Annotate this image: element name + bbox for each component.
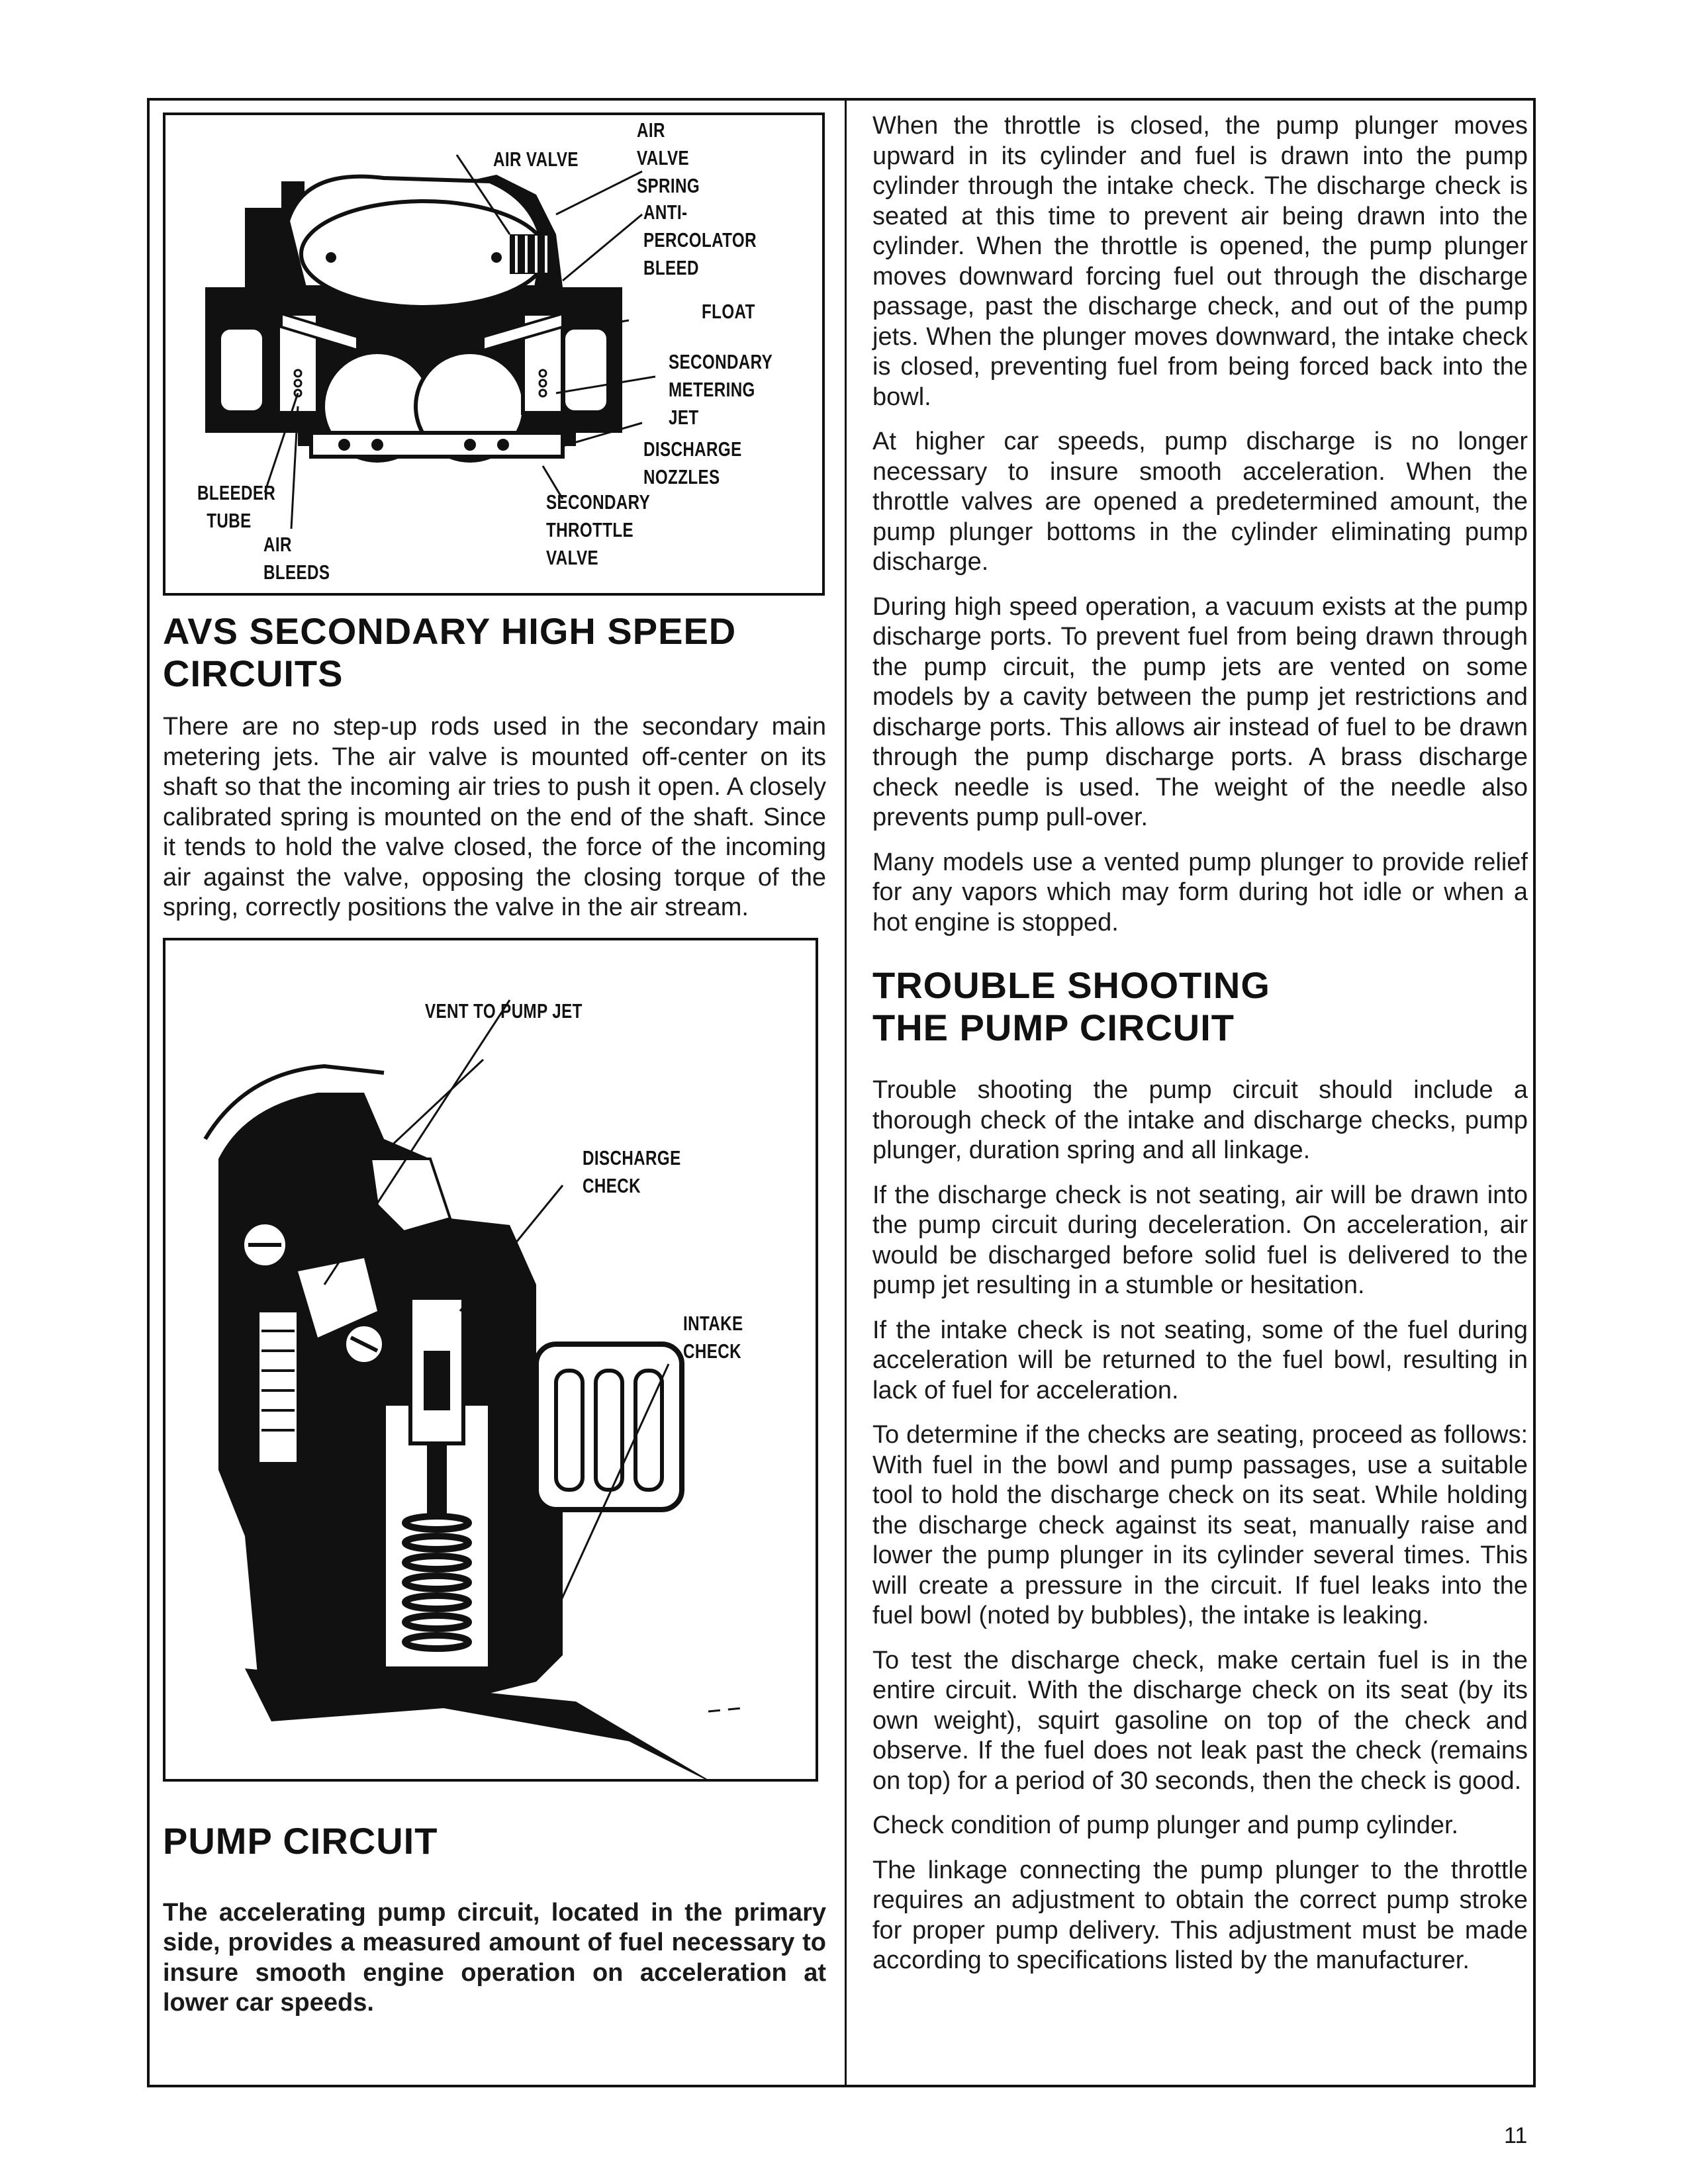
column-divider (845, 98, 847, 2087)
label-bleeder-tube: BLEEDER TUBE (197, 481, 276, 532)
label-vent-to-pump-jet: VENT TO PUMP JET (425, 999, 583, 1023)
label-secondary-metering-jet: SECONDARY METERING JET (669, 350, 773, 429)
heading-avs-secondary-high-speed-circuits: AVS SECONDARY HIGH SPEED CIRCUITS (163, 610, 737, 694)
right-column (872, 111, 1528, 1991)
paragraph-intake-not-seating: If the intake check is not seating, some of the fuel during acceleration will be returned to the fuel bowl, resulting in lack of fuel for acceleration. (872, 1316, 1528, 1404)
label-air-valve: AIR VALVE (493, 148, 579, 171)
paragraph-throttle-closed: When the throttle is closed, the pump plunger moves upward in its cylinder and fuel is drawn into the pump cylinder through the intake check. The discharge check is seated at this time to prevent air being drawn into the cylinder. When the throttle is opened, the pump plunger moves downward forcing fuel out through the discharge passage, past the discharge check, and out of the pump jets. When the plunger moves downward, the intake check is closed, preventing fuel from being forced back into the bowl. (872, 112, 1528, 411)
heading-trouble-shooting: TROUBLE SHOOTING THE PUMP CIRCUIT (872, 964, 1270, 1048)
paragraph-vented-plunger: Many models use a vented pump plunger to provide relief for any vapors which may form during hot idle or when a hot engine is stopped. (872, 848, 1528, 936)
paragraph-avs-secondary: There are no step-up rods used in the secondary main metering jets. The air valve is mounted off-center on its shaft so that the incoming air tries to push it open. A closely calibrated spring is mounted on the end of the shaft. Since it tends to hold the valve closed, the force of the incoming air against the valve, opposing the closing torque of the spring, correctly positions the valve in the air stream. (163, 713, 826, 921)
label-secondary-throttle-valve: SECONDARY THROTTLE VALVE (546, 490, 651, 569)
figure-avs-secondary-cutaway (163, 113, 825, 596)
paragraph-discharge-not-seating: If the discharge check is not seating, air will be drawn into the pump circuit during deceleration. On acceleration, air would be discharged before solid fuel is delivered to the pump jet resulting in a stumble or hesitation. (872, 1181, 1528, 1299)
label-discharge-nozzles: DISCHARGE NOZZLES (643, 437, 742, 488)
label-discharge-check: DISCHARGE CHECK (583, 1146, 681, 1197)
label-float: FLOAT (702, 300, 755, 323)
paragraph-test-discharge-check: To test the discharge check, make certain fuel is in the entire circuit. With the discharge check on its seat (by its own weight), squirt gasoline on top of the check and observe. If the fuel does not leak past the check (remains on top) for a period of 30 seconds, then the check is good. (872, 1646, 1528, 1795)
figure-pump-circuit-cutaway (163, 938, 818, 1782)
paragraph-linkage: The linkage connecting the pump plunger to the throttle requires an adjustment to obtain the correct pump stroke for proper pump delivery. This adjustment must be made according to specifications listed by the manufacturer. (872, 1856, 1528, 1974)
label-air-valve-spring: AIR VALVE SPRING (637, 118, 700, 197)
paragraph-check-condition: Check condition of pump plunger and pump cylinder. (872, 1811, 1459, 1839)
paragraph-high-speed-vacuum: During high speed operation, a vacuum exists at the pump discharge ports. To prevent fuel from being drawn through the pump circuit, the pump jets are vented on some models by a cavity between the pump jet restrictions and discharge ports. This allows air instead of fuel to be drawn through the pump discharge ports. A brass discharge check needle is used. The weight of the needle also prevents pump pull-over. (872, 592, 1528, 831)
heading-pump-circuit: PUMP CIRCUIT (163, 1819, 438, 1862)
paragraph-higher-speeds: At higher car speeds, pump discharge is no longer necessary to insure smooth acceleration. When the throttle valves are opened a predetermined amount, the pump plunger bottoms in the cylinder eliminating pump discharge. (872, 428, 1528, 576)
paragraph-determine-checks: To determine if the checks are seating, proceed as follows: With fuel in the bowl and pump passages, use a suitable tool to hold the discharge check on its seat. While holding the discharge check against its seat, manually raise and lower the pump plunger in its cylinder several times. This will create a pressure in the circuit. If fuel leaks into the fuel bowl (noted by bubbles), the intake is leaking. (872, 1421, 1528, 1629)
label-intake-check: INTAKE CHECK (683, 1311, 743, 1363)
paragraph-trouble-shooting-intro: Trouble shooting the pump circuit should include a thorough check of the intake and discharge checks, pump plunger, duration spring and all linkage. (872, 1076, 1528, 1164)
paragraph-pump-circuit: The accelerating pump circuit, located in the primary side, provides a measured amount of fuel necessary to insure smooth engine operation on acceleration at lower car speeds. (163, 1898, 826, 2017)
page-number: 11 (1504, 2123, 1528, 2148)
label-anti-percolator-bleed: ANTI- PERCOLATOR BLEED (643, 201, 757, 279)
label-air-bleeds: AIR BLEEDS (263, 533, 330, 584)
left-column (163, 113, 826, 2033)
